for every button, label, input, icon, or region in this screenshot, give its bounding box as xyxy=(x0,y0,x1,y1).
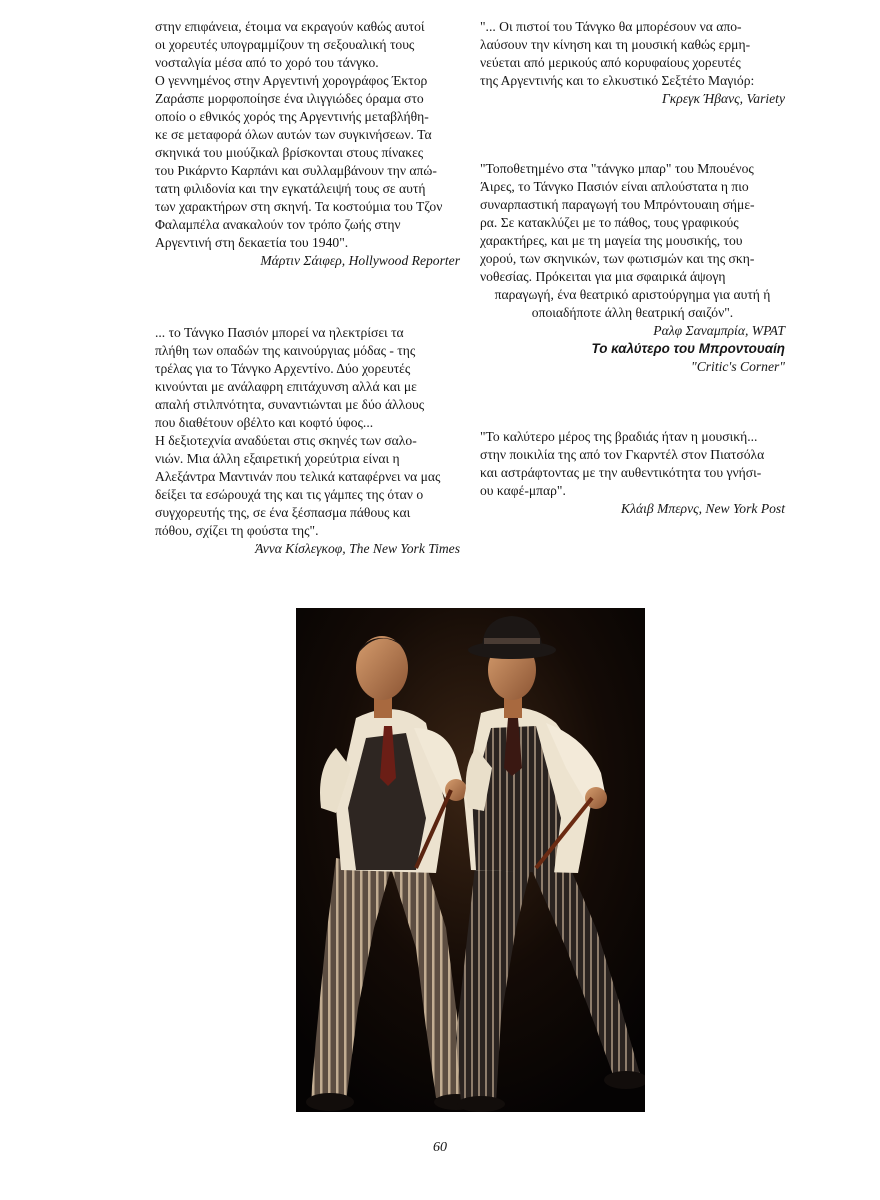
text-line: ... το Τάνγκο Πασιόν μπορεί να ηλεκτρίσει τα xyxy=(155,325,404,340)
text-line: του Ρικάρντο Καρπάνι και συλλαμβάνουν την απώ- xyxy=(155,163,437,178)
text-line: ου καφέ-μπαρ". xyxy=(480,483,566,498)
text-line: ρα. Σε κατακλύζει με το πάθος, τους γραφικούς xyxy=(480,215,739,230)
text-line: χαρακτήρες, και με τη μαγεία της μουσικής, του xyxy=(480,233,743,248)
text-line: Φαλαμπέλα ανακαλούν τον τρόπο ζωής στην xyxy=(155,217,401,232)
review-block-1 xyxy=(155,18,460,270)
review-citation: Ραλφ Σαναμπρία, WPAT xyxy=(653,323,785,338)
text-line: στην επιφάνεια, έτοιμα να εκραγούν καθώς αυτοί xyxy=(155,19,425,34)
text-line: δείξει τα εσώρουχά της και τις γάμπες της όταν ο xyxy=(155,487,424,502)
review-block-2 xyxy=(155,324,460,558)
review-citation: Μάρτιν Σάιφερ, Hollywood Reporter xyxy=(260,253,460,268)
text-line: χορού, των σκηνικών, των φωτισμών και της σκη- xyxy=(480,251,755,266)
text-line: οι χορευτές υπογραμμίζουν τη σεξουαλική τους xyxy=(155,37,415,52)
text-line: κινούνται με ανάλαφρη επιτάχυνση αλλά και με xyxy=(155,379,417,394)
text-line: τρέλας για το Τάνγκο Αρχεντίνο. Δύο χορευτές xyxy=(155,361,411,376)
left-column xyxy=(155,18,460,558)
text-line: οποιαδήποτε άλλη θεατρική σαιζόν". xyxy=(531,305,734,320)
text-line: στην ποικιλία της από τον Γκαρντέλ στον Πιατσόλα xyxy=(480,447,765,462)
text-line: που διαθέτουν οβέλτο και κοφτό ύφος... xyxy=(155,415,374,430)
text-line: Ο γεννημένος στην Αργεντινή χορογράφος Έκτορ xyxy=(155,73,428,88)
review-citation: Άννα Κίσλεγκοφ, The New York Times xyxy=(255,541,460,556)
text-line: νοσταλγία μέσα από το χορό του τάνγκο. xyxy=(155,55,379,70)
text-line: "Το καλύτερο μέρος της βραδιάς ήταν η μουσική... xyxy=(480,429,758,444)
right-column xyxy=(480,18,785,518)
text-line: "Τοποθετημένο στα "τάνγκο μπαρ" του Μπουένος xyxy=(480,161,754,176)
text-line: Αργεντινή στη δεκαετία του 1940". xyxy=(155,235,349,250)
text-line: Ζαράσπε μορφοποίησε ένα ιλιγγιώδες όραμα στο xyxy=(155,91,424,106)
review-citation: Κλάιβ Μπερνς, New York Post xyxy=(621,501,785,516)
text-line: Άιρες, το Τάνγκο Πασιόν είναι απλούστατα η πιο xyxy=(480,179,749,194)
text-line: και αστράφτοντας με την αυθεντικότητα του γνήσι- xyxy=(480,465,762,480)
award-source: "Critic's Corner" xyxy=(690,359,785,374)
page-number: 60 xyxy=(433,1140,447,1155)
text-line: πόθου, σχίζει τη φούστα της". xyxy=(155,523,319,538)
text-line: συγχορευτής της, σε ένα ξέσπασμα πάθους και xyxy=(155,505,411,520)
text-line: των χαρακτήρων στη σκηνή. Τα κοστούμια του Τζον xyxy=(155,199,443,214)
text-line: συναρπαστική παραγωγή του Μπρόντουαιη σήμε- xyxy=(480,197,755,212)
text-line: οποίο ο εθνικός χορός της Αργεντινής μεταβλήθη- xyxy=(155,109,429,124)
text-line: πλήθη των οπαδών της καινούργιας μόδας - της xyxy=(155,343,416,358)
text-line: σκηνικά του μιούζικαλ βρίσκονται στους πίνακες xyxy=(155,145,424,160)
text-line: της Αργεντινής και το ελκυστικό Σεξτέτο Μαγιόρ: xyxy=(480,73,755,88)
text-line: νιών. Μια άλλη εξαιρετική χορεύτρια είναι η xyxy=(155,451,400,466)
text-line: απαλή στιλπνότητα, συναντιώνται με δύο άλλους xyxy=(155,397,425,412)
award-heading: Το καλύτερο του Μπροντουαίη xyxy=(591,341,785,356)
text-line: Η δεξιοτεχνία αναδύεται στις σκηνές των σαλο- xyxy=(155,433,417,448)
text-line: νεύεται από μερικούς από κορυφαίους χορευτές xyxy=(480,55,741,70)
review-citation: Γκρεγκ Ήβανς, Variety xyxy=(662,91,785,106)
review-block-nypost xyxy=(480,428,785,518)
text-line: νοθεσίας. Πρόκειται για μια σφαιρικά άψογη xyxy=(480,269,726,284)
text-line: "... Οι πιστοί του Τάνγκο θα μπορέσουν να απο- xyxy=(480,19,742,34)
text-line: κε σε μεταφορά όλων αυτών των συγκινήσεων. Τα xyxy=(155,127,432,142)
review-block-variety xyxy=(480,18,785,108)
text-line: Αλεξάντρα Μαντινάν που τελικά καταφέρνει να μας xyxy=(155,469,441,484)
two-tango-dancers-photo xyxy=(296,608,645,1112)
text-line: τατη φιλιδονία και την εγκατάλειψή τους σε αυτή xyxy=(155,181,426,196)
review-block-wpat xyxy=(480,160,785,376)
text-line: λαύσουν την κίνηση και τη μουσική καθώς ερμη- xyxy=(480,37,751,52)
text-line: παραγωγή, ένα θεατρικό αριστούργημα για αυτή ή xyxy=(494,287,771,302)
dancers-illustration xyxy=(296,608,645,1112)
